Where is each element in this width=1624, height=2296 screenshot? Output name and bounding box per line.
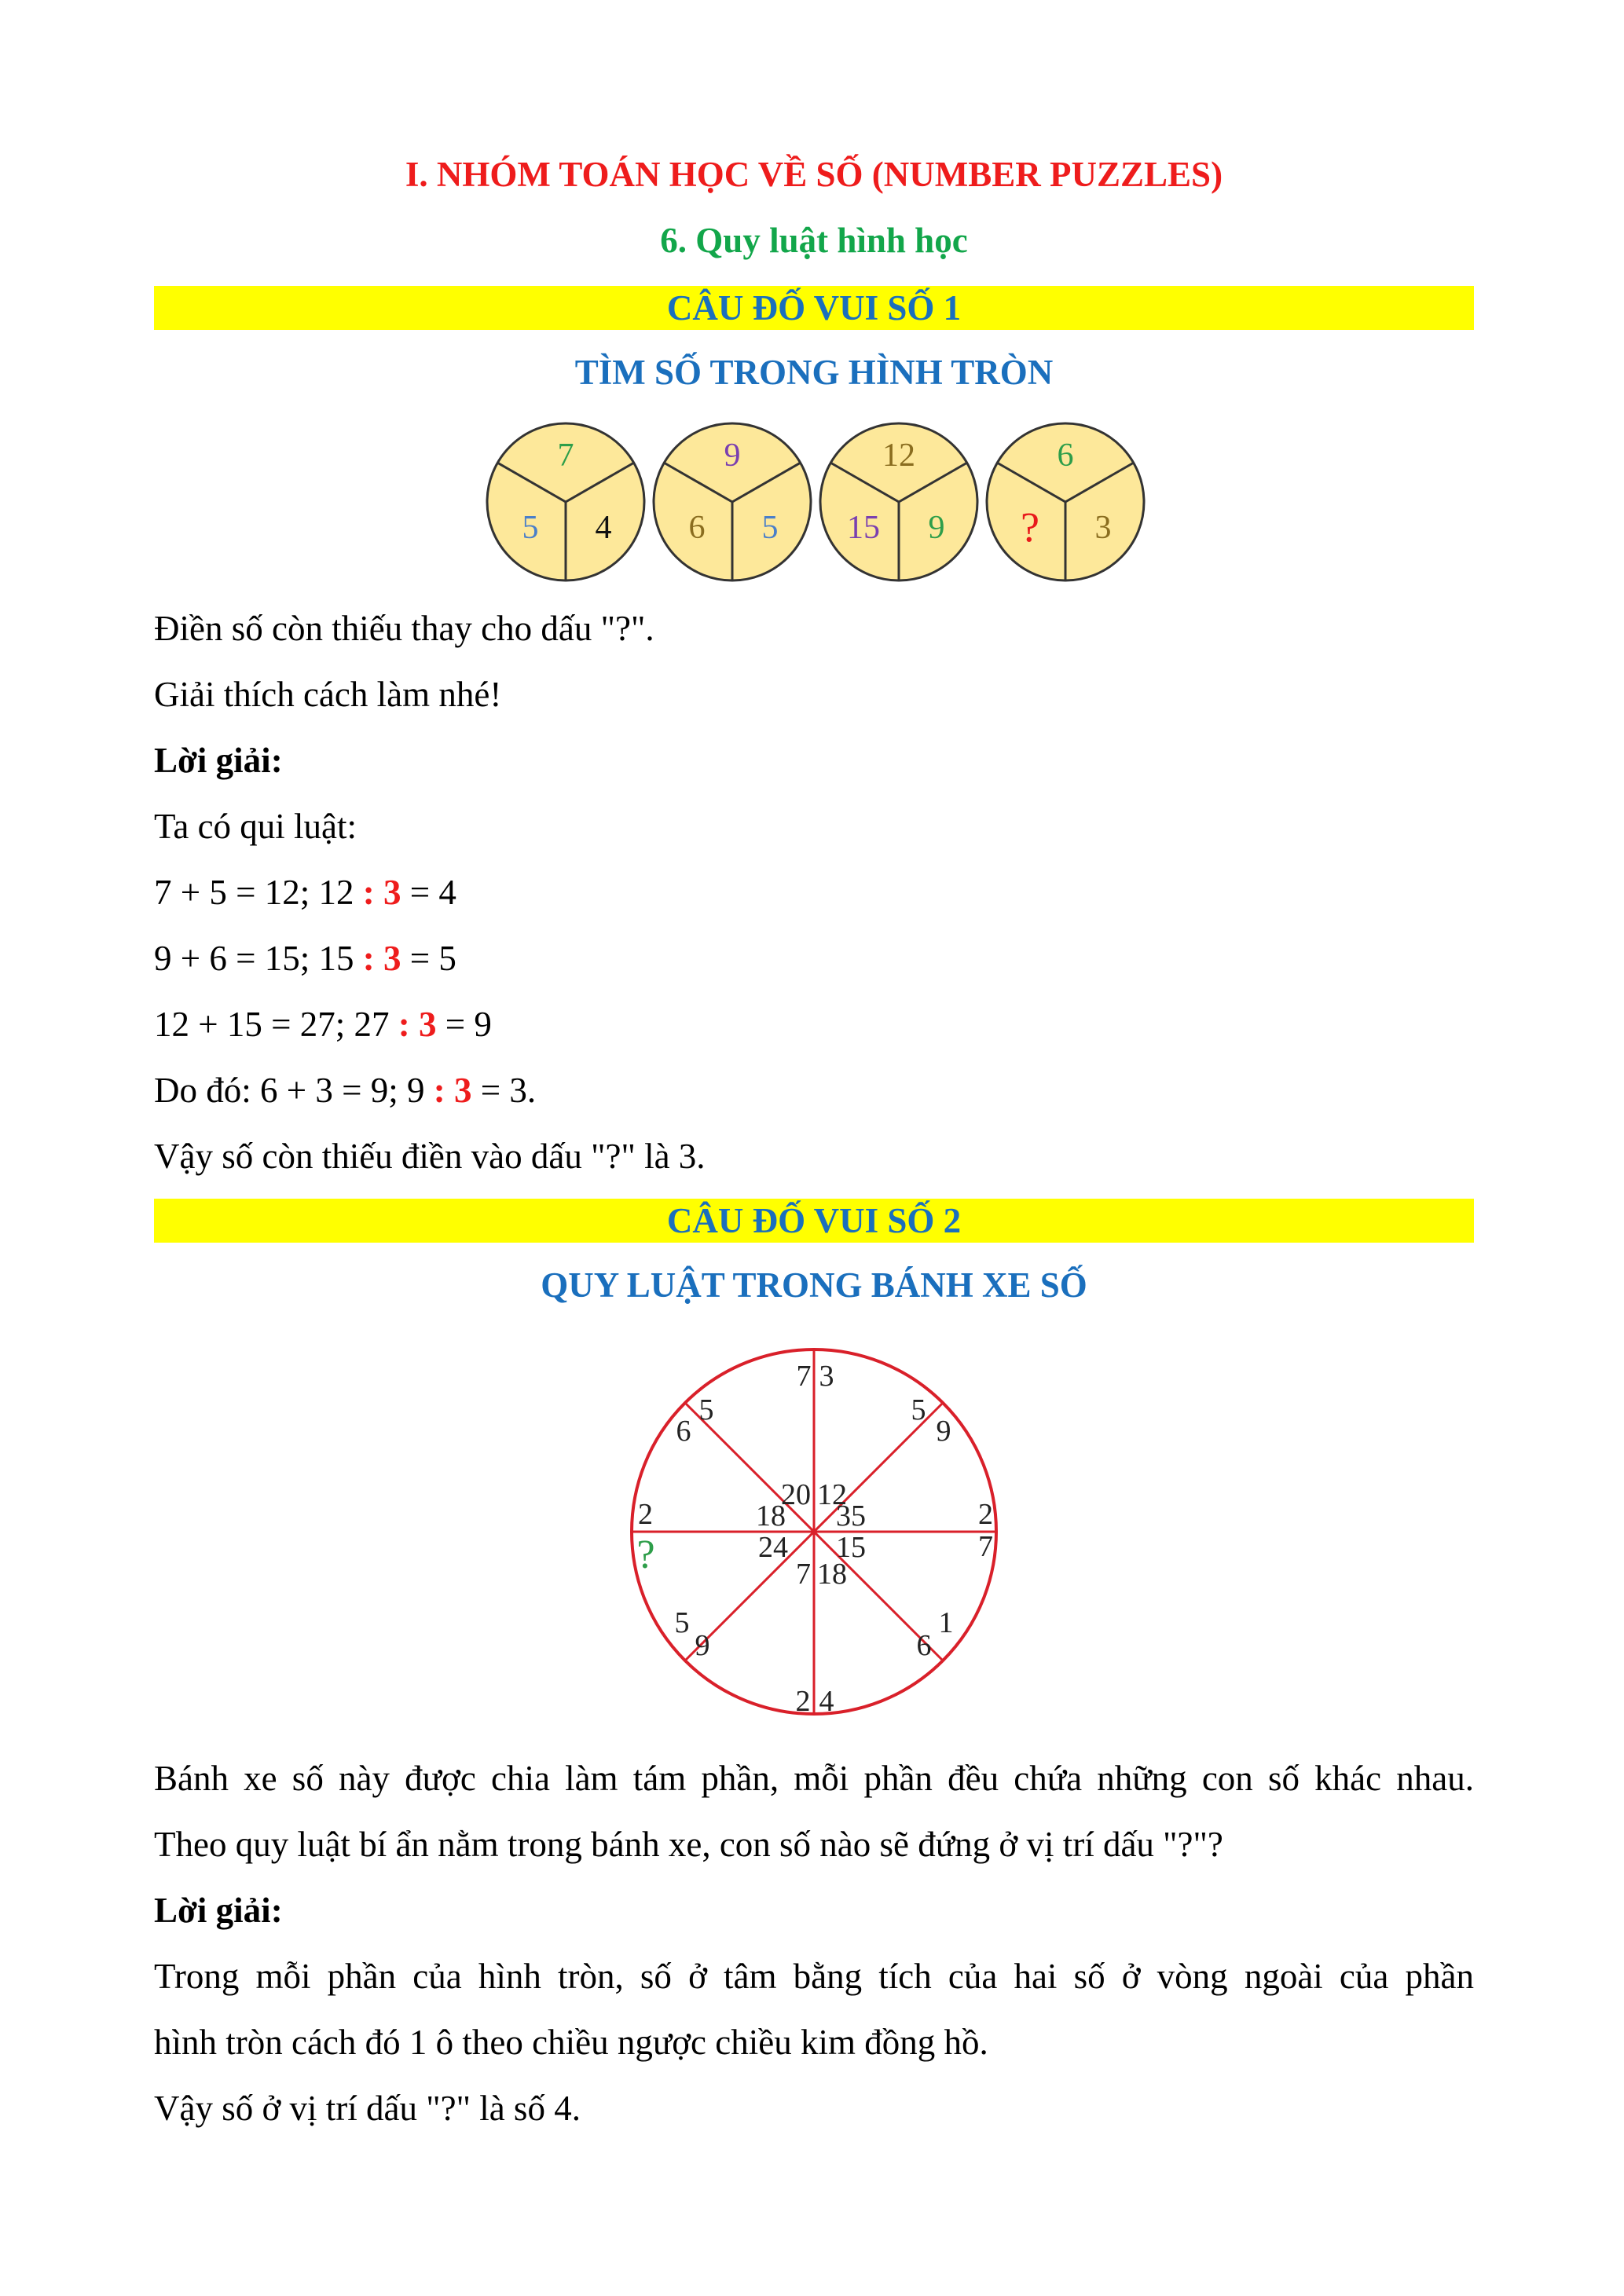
outer-right-b: 7 [978, 1530, 993, 1563]
puzzle2-conclusion: Vậy số ở vị trí dấu "?" là số 4. [154, 2089, 581, 2128]
step-3-pre: 12 + 15 = 27; 27 [154, 1005, 398, 1044]
wheel-question-mark: ? [636, 1532, 655, 1577]
main-heading: I. NHÓM TOÁN HỌC VỀ SỐ (NUMBER PUZZLES) [405, 155, 1223, 194]
puzzle1-conclusion: Vậy số còn thiếu điền vào dấu "?" là 3. [154, 1137, 706, 1176]
outer-right-a: 2 [978, 1498, 993, 1531]
sub-heading: 6. Quy luật hình học [660, 221, 968, 260]
puzzle2-solution-1: Trong mỗi phần của hình tròn, số ở tâm bằng tích của hai số ở vòng ngoài của phần [154, 1957, 1474, 1996]
circle-2-right: 5 [761, 510, 779, 546]
puzzle1-step-4 [154, 1067, 1474, 1114]
puzzle1-intro: Ta có qui luật: [154, 807, 357, 846]
puzzle1-step-1 [154, 869, 1474, 916]
circle-1-left: 5 [522, 510, 539, 546]
outer-top-right-a: 5 [911, 1393, 926, 1426]
circle-3-top: 12 [882, 438, 915, 474]
circle-1-top: 7 [557, 438, 574, 474]
puzzle2-solution-label: Lời giải: [154, 1891, 283, 1930]
inner-south-2: 18 [817, 1558, 847, 1591]
circle-3-right: 9 [928, 510, 945, 546]
inner-south-1: 7 [796, 1558, 811, 1591]
step-2-pre: 9 + 6 = 15; 15 [154, 939, 363, 978]
puzzle2-text-1: Bánh xe số này được chia làm tám phần, mỗi phần đều chứa những con số khác nhau. [154, 1759, 1474, 1798]
inner-north-1: 20 [781, 1478, 811, 1511]
step-4-post: = 3. [471, 1071, 537, 1110]
circle-3-left: 15 [847, 510, 880, 546]
step-1-op: : 3 [362, 873, 401, 912]
outer-bottom-right-a: 1 [938, 1606, 954, 1639]
outer-top-right-b: 9 [936, 1415, 951, 1448]
step-2-op: : 3 [362, 939, 401, 978]
inner-north-2: 12 [817, 1478, 847, 1511]
outer-bottom-left-a: 5 [674, 1606, 690, 1639]
puzzle1-step-2 [154, 935, 1474, 982]
circle-2-top: 9 [724, 438, 741, 474]
puzzle1-title: TÌM SỐ TRONG HÌNH TRÒN [574, 353, 1054, 392]
inner-east-1: 35 [836, 1500, 866, 1532]
circle-3 [820, 423, 977, 580]
puzzle1-solution-label: Lời giải: [154, 741, 283, 780]
number-wheel-figure [618, 1335, 1010, 1728]
inner-east-2: 15 [836, 1531, 866, 1564]
puzzle1-step-3 [154, 1001, 1474, 1048]
puzzle2-text-2: Theo quy luật bí ẩn nằm trong bánh xe, con số nào sẽ đứng ở vị trí dấu "?"? [154, 1825, 1223, 1864]
puzzle1-band: CÂU ĐỐ VUI SỐ 1 [154, 286, 1474, 330]
puzzle2-band: CÂU ĐỐ VUI SỐ 2 [154, 1199, 1474, 1243]
outer-top-left-b: 5 [698, 1393, 714, 1426]
outer-bottom-a: 2 [795, 1685, 811, 1718]
puzzle1-question-1: Điền số còn thiếu thay cho dấu "?". [154, 609, 654, 648]
circle-1-right: 4 [595, 510, 612, 546]
puzzle2-title: QUY LUẬT TRONG BÁNH XE SỐ [541, 1265, 1087, 1305]
circle-puzzle-figure [479, 419, 1155, 585]
circle-2-left: 6 [688, 510, 706, 546]
step-1-pre: 7 + 5 = 12; 12 [154, 873, 363, 912]
circle-2 [654, 423, 811, 580]
step-2-post: = 5 [401, 939, 456, 978]
outer-bottom-left-b: 9 [695, 1629, 710, 1662]
outer-left-a: 2 [638, 1498, 653, 1531]
outer-top-left-a: 6 [676, 1415, 691, 1448]
outer-top-a: 7 [796, 1360, 812, 1393]
puzzle1-question-2: Giải thích cách làm nhé! [154, 675, 502, 714]
circle-4-right: 3 [1094, 510, 1112, 546]
step-3-op: : 3 [398, 1005, 437, 1044]
outer-bottom-b: 4 [819, 1685, 834, 1718]
step-1-post: = 4 [401, 873, 456, 912]
step-4-op: : 3 [433, 1071, 472, 1110]
puzzle2-solution-2: hình tròn cách đó 1 ô theo chiều ngược chiều kim đồng hồ. [154, 2023, 988, 2062]
circle-1 [487, 423, 644, 580]
inner-west-1: 18 [756, 1500, 786, 1532]
step-3-post: = 9 [436, 1005, 492, 1044]
circle-4 [987, 423, 1144, 580]
outer-bottom-right-b: 6 [916, 1629, 932, 1662]
circle-4-top: 6 [1057, 438, 1074, 474]
step-4-pre: Do đó: 6 + 3 = 9; 9 [154, 1071, 434, 1110]
inner-west-2: 24 [758, 1531, 788, 1564]
outer-top-b: 3 [819, 1360, 834, 1393]
circle-4-question-mark: ? [1021, 504, 1039, 551]
